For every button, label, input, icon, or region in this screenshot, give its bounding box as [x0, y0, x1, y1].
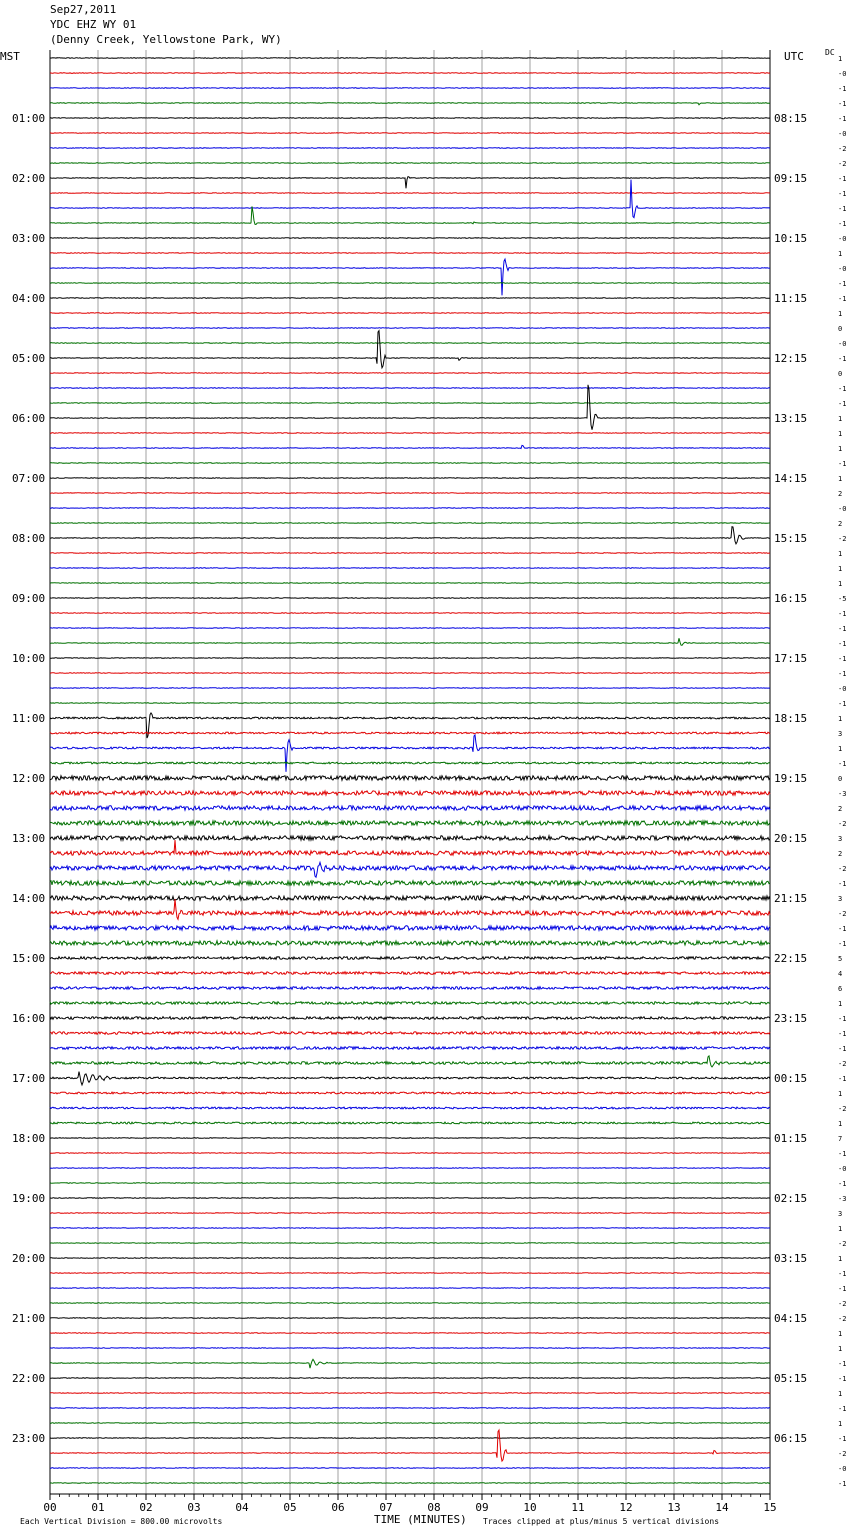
dc-offset-label: -1 — [838, 385, 847, 393]
trace-line — [50, 821, 770, 825]
dc-offset-label: -1 — [838, 880, 847, 888]
dc-offset-label: -0 — [838, 685, 847, 693]
dc-offset-label: -1 — [838, 190, 847, 198]
dc-offset-label: 6 — [838, 985, 843, 993]
trace-line — [50, 331, 770, 368]
x-tick-label: 09 — [475, 1501, 489, 1514]
trace-line — [50, 776, 770, 780]
dc-offset-label: -2 — [838, 820, 847, 828]
right-hour-label: 19:15 — [774, 772, 808, 785]
trace-line — [50, 493, 770, 494]
dc-offset-label: 1 — [838, 1225, 843, 1233]
right-hour-label: 21:15 — [774, 892, 808, 905]
trace-line — [50, 1393, 770, 1394]
left-hour-label: 02:00 — [12, 172, 46, 185]
trace-line — [50, 1056, 770, 1067]
dc-offset-label: -1 — [838, 295, 847, 303]
trace-line — [50, 732, 770, 734]
trace-line — [50, 703, 770, 704]
right-timezone-label: UTC — [784, 50, 804, 63]
x-tick-label: 14 — [715, 1501, 729, 1514]
dc-offset-label: -1 — [838, 280, 847, 288]
left-hour-label: 14:00 — [12, 892, 46, 905]
trace-line — [50, 1318, 770, 1319]
dc-offset-label: -1 — [838, 355, 847, 363]
dc-label: DC — [825, 48, 835, 57]
right-hour-label: 16:15 — [774, 592, 808, 605]
dc-offset-label: -1 — [838, 1075, 847, 1083]
trace-line — [50, 328, 770, 329]
trace-line — [50, 658, 770, 659]
dc-offset-label: -2 — [838, 145, 847, 153]
x-tick-label: 15 — [763, 1501, 777, 1514]
dc-offset-label: -1 — [838, 220, 847, 228]
right-hour-label: 13:15 — [774, 412, 808, 425]
left-hour-label: 15:00 — [12, 952, 46, 965]
right-hour-label: 10:15 — [774, 232, 808, 245]
trace-line — [50, 613, 770, 614]
x-tick-label: 07 — [379, 1501, 393, 1514]
x-tick-label: 02 — [139, 1501, 153, 1514]
trace-line — [50, 1107, 770, 1109]
trace-line — [50, 1122, 770, 1124]
x-tick-label: 01 — [91, 1501, 105, 1514]
dc-offset-label: 1 — [838, 250, 843, 258]
trace-line — [50, 283, 770, 284]
left-timezone-label: MST — [0, 50, 20, 63]
trace-line — [50, 88, 770, 89]
dc-offset-label: -2 — [838, 865, 847, 873]
trace-line — [50, 163, 770, 164]
left-hour-label: 16:00 — [12, 1012, 46, 1025]
trace-line — [50, 1153, 770, 1154]
right-hour-label: 08:15 — [774, 112, 808, 125]
dc-offset-label: -3 — [838, 1195, 847, 1203]
right-hour-label: 05:15 — [774, 1372, 808, 1385]
trace-line — [50, 180, 770, 218]
trace-line — [50, 1243, 770, 1244]
dc-offset-label: -0 — [838, 1465, 847, 1473]
trace-line — [50, 253, 770, 254]
trace-line — [50, 73, 770, 74]
dc-offset-label: -1 — [838, 1045, 847, 1053]
trace-line — [50, 896, 770, 900]
dc-offset-label: 2 — [838, 490, 843, 498]
dc-offset-label: 2 — [838, 805, 843, 813]
trace-line — [50, 478, 770, 479]
dc-offset-label: -1 — [838, 655, 847, 663]
trace-line — [50, 1213, 770, 1214]
dc-offset-label: -1 — [838, 1270, 847, 1278]
trace-line — [50, 881, 770, 885]
right-hour-label: 11:15 — [774, 292, 808, 305]
right-hour-label: 23:15 — [774, 1012, 808, 1025]
dc-offset-label: 0 — [838, 775, 843, 783]
trace-line — [50, 403, 770, 404]
trace-line — [50, 598, 770, 599]
dc-offset-label: 1 — [838, 565, 843, 573]
x-tick-label: 05 — [283, 1501, 297, 1514]
trace-line — [50, 1183, 770, 1184]
left-hour-label: 05:00 — [12, 352, 46, 365]
trace-line — [50, 862, 770, 877]
dc-offset-label: -0 — [838, 70, 847, 78]
dc-offset-label: -0 — [838, 340, 847, 348]
right-hour-label: 01:15 — [774, 1132, 808, 1145]
dc-offset-label: 1 — [838, 310, 843, 318]
trace-line — [50, 433, 770, 434]
dc-offset-label: -1 — [838, 1405, 847, 1413]
right-hour-label: 18:15 — [774, 712, 808, 725]
trace-line — [50, 527, 770, 544]
trace-line — [50, 1423, 770, 1424]
left-hour-label: 08:00 — [12, 532, 46, 545]
dc-offset-label: 1 — [838, 1330, 843, 1338]
dc-offset-label: 1 — [838, 715, 843, 723]
dc-offset-label: 1 — [838, 745, 843, 753]
dc-offset-label: -2 — [838, 1300, 847, 1308]
dc-offset-label: -1 — [838, 1015, 847, 1023]
trace-line — [50, 523, 770, 524]
dc-offset-label: -2 — [838, 910, 847, 918]
dc-offset-label: -0 — [838, 265, 847, 273]
left-hour-label: 13:00 — [12, 832, 46, 845]
dc-offset-label: -1 — [838, 760, 847, 768]
dc-offset-label: -1 — [838, 400, 847, 408]
x-tick-label: 13 — [667, 1501, 681, 1514]
dc-offset-label: 1 — [838, 415, 843, 423]
trace-line — [50, 1258, 770, 1259]
trace-line — [50, 553, 770, 554]
trace-line — [50, 1378, 770, 1379]
x-tick-label: 03 — [187, 1501, 201, 1514]
dc-offset-label: -1 — [838, 175, 847, 183]
dc-offset-label: 1 — [838, 430, 843, 438]
trace-line — [50, 193, 770, 194]
dc-offset-label: 1 — [838, 475, 843, 483]
dc-offset-label: 1 — [838, 1390, 843, 1398]
left-hour-label: 09:00 — [12, 592, 46, 605]
trace-line — [50, 313, 770, 314]
trace-line — [50, 1430, 770, 1461]
dc-offset-label: 1 — [838, 1345, 843, 1353]
dc-offset-label: 1 — [838, 1000, 843, 1008]
dc-offset-label: 2 — [838, 850, 843, 858]
trace-line — [50, 1168, 770, 1169]
trace-line — [50, 58, 770, 59]
dc-offset-label: 5 — [838, 955, 843, 963]
left-hour-label: 10:00 — [12, 652, 46, 665]
left-hour-label: 20:00 — [12, 1252, 46, 1265]
trace-line — [50, 1359, 770, 1368]
dc-offset-label: -1 — [838, 1435, 847, 1443]
left-hour-label: 04:00 — [12, 292, 46, 305]
trace-line — [50, 836, 770, 840]
trace-line — [50, 1438, 770, 1439]
trace-line — [50, 1303, 770, 1304]
trace-line — [50, 987, 770, 990]
trace-line — [50, 1228, 770, 1229]
dc-offset-label: 4 — [838, 970, 843, 978]
trace-line — [50, 1483, 770, 1484]
dc-offset-label: -0 — [838, 1165, 847, 1173]
dc-offset-label: 3 — [838, 730, 843, 738]
dc-offset-label: 1 — [838, 550, 843, 558]
trace-line — [50, 713, 770, 738]
trace-line — [50, 1092, 770, 1094]
clip-note: Traces clipped at plus/minus 5 vertical divisions — [483, 1517, 720, 1526]
x-tick-label: 00 — [43, 1501, 57, 1514]
trace-line — [50, 373, 770, 374]
left-hour-label: 07:00 — [12, 472, 46, 485]
trace-line — [50, 385, 770, 430]
trace-line — [50, 343, 770, 344]
trace-line — [50, 445, 770, 448]
trace-line — [50, 1333, 770, 1334]
right-hour-label: 22:15 — [774, 952, 808, 965]
dc-offset-label: -2 — [838, 1450, 847, 1458]
dc-offset-label: -1 — [838, 205, 847, 213]
dc-offset-label: 3 — [838, 895, 843, 903]
trace-line — [50, 1348, 770, 1349]
right-hour-label: 20:15 — [774, 832, 808, 845]
dc-offset-label: -1 — [838, 460, 847, 468]
dc-offset-label: -1 — [838, 115, 847, 123]
dc-offset-label: -0 — [838, 235, 847, 243]
dc-offset-label: -2 — [838, 535, 847, 543]
dc-offset-label: -2 — [838, 1060, 847, 1068]
left-hour-label: 23:00 — [12, 1432, 46, 1445]
dc-offset-label: -2 — [838, 1105, 847, 1113]
left-hour-label: 01:00 — [12, 112, 46, 125]
trace-line — [50, 1273, 770, 1274]
trace-line — [50, 1002, 770, 1005]
trace-line — [50, 508, 770, 509]
right-hour-label: 09:15 — [774, 172, 808, 185]
x-axis-label: TIME (MINUTES) — [374, 1513, 467, 1526]
dc-offset-label: 2 — [838, 520, 843, 528]
header-date: Sep27,2011 — [50, 3, 117, 16]
x-tick-label: 04 — [235, 1501, 249, 1514]
dc-offset-label: 1 — [838, 445, 843, 453]
trace-line — [50, 388, 770, 389]
left-hour-label: 12:00 — [12, 772, 46, 785]
trace-line — [50, 806, 770, 810]
left-hour-label: 03:00 — [12, 232, 46, 245]
right-hour-label: 15:15 — [774, 532, 808, 545]
trace-line — [50, 941, 770, 945]
dc-offset-label: -1 — [838, 925, 847, 933]
trace-line — [50, 1408, 770, 1409]
x-tick-label: 10 — [523, 1501, 537, 1514]
trace-line — [50, 762, 770, 764]
right-hour-label: 12:15 — [774, 352, 808, 365]
left-hour-label: 22:00 — [12, 1372, 46, 1385]
dc-offset-label: -1 — [838, 640, 847, 648]
dc-offset-label: 3 — [838, 1210, 843, 1218]
right-hour-label: 02:15 — [774, 1192, 808, 1205]
x-tick-label: 11 — [571, 1501, 585, 1514]
dc-offset-label: -0 — [838, 130, 847, 138]
trace-line — [50, 238, 770, 239]
header-location: (Denny Creek, Yellowstone Park, WY) — [50, 33, 282, 46]
trace-line — [50, 148, 770, 149]
trace-line — [50, 791, 770, 795]
x-tick-label: 06 — [331, 1501, 345, 1514]
trace-line — [50, 840, 770, 855]
right-hour-label: 06:15 — [774, 1432, 808, 1445]
trace-line — [50, 972, 770, 975]
dc-offset-label: -1 — [838, 940, 847, 948]
dc-offset-label: -1 — [838, 1285, 847, 1293]
trace-line — [50, 1138, 770, 1139]
dc-offset-label: -1 — [838, 1360, 847, 1368]
right-hour-label: 00:15 — [774, 1072, 808, 1085]
trace-line — [50, 1032, 770, 1035]
dc-offset-label: -1 — [838, 625, 847, 633]
dc-offset-label: -1 — [838, 85, 847, 93]
dc-offset-label: 3 — [838, 835, 843, 843]
left-hour-label: 06:00 — [12, 412, 46, 425]
trace-line — [50, 926, 770, 930]
left-hour-label: 18:00 — [12, 1132, 46, 1145]
x-tick-label: 08 — [427, 1501, 441, 1514]
trace-line — [50, 1047, 770, 1050]
right-hour-label: 17:15 — [774, 652, 808, 665]
dc-offset-label: -1 — [838, 100, 847, 108]
dc-offset-label: -2 — [838, 160, 847, 168]
trace-line — [50, 628, 770, 629]
trace-line — [50, 133, 770, 134]
trace-line — [50, 957, 770, 960]
header-station: YDC EHZ WY 01 — [50, 18, 137, 31]
dc-offset-label: -1 — [838, 1030, 847, 1038]
left-hour-label: 19:00 — [12, 1192, 46, 1205]
dc-offset-label: -0 — [838, 505, 847, 513]
trace-line — [50, 1288, 770, 1289]
trace-line — [50, 177, 770, 189]
trace-line — [50, 899, 770, 919]
trace-line — [50, 298, 770, 299]
trace-line — [50, 259, 770, 295]
dc-offset-label: -5 — [838, 595, 847, 603]
dc-offset-label: -2 — [838, 1315, 847, 1323]
dc-offset-label: -1 — [838, 670, 847, 678]
dc-offset-label: -1 — [838, 1180, 847, 1188]
dc-offset-label: -2 — [838, 1240, 847, 1248]
dc-offset-label: 1 — [838, 55, 843, 63]
dc-offset-label: 1 — [838, 1090, 843, 1098]
left-hour-label: 11:00 — [12, 712, 46, 725]
dc-offset-label: -1 — [838, 1150, 847, 1158]
trace-line — [50, 1468, 770, 1469]
dc-offset-label: 1 — [838, 580, 843, 588]
trace-line — [50, 688, 770, 689]
dc-offset-label: -1 — [838, 700, 847, 708]
right-hour-label: 03:15 — [774, 1252, 808, 1265]
trace-line — [50, 673, 770, 674]
dc-offset-label: -1 — [838, 610, 847, 618]
trace-line — [50, 103, 770, 105]
trace-line — [50, 1017, 770, 1020]
dc-offset-label: 0 — [838, 370, 843, 378]
trace-line — [50, 1198, 770, 1199]
right-hour-label: 14:15 — [774, 472, 808, 485]
dc-offset-label: 7 — [838, 1135, 843, 1143]
trace-line — [50, 463, 770, 464]
trace-line — [50, 638, 770, 645]
left-hour-label: 17:00 — [12, 1072, 46, 1085]
dc-offset-label: 0 — [838, 325, 843, 333]
dc-offset-label: 1 — [838, 1255, 843, 1263]
trace-line — [50, 583, 770, 584]
trace-line — [50, 1072, 770, 1085]
dc-offset-label: 1 — [838, 1420, 843, 1428]
trace-line — [50, 568, 770, 569]
scale-note: Each Vertical Division = 800.00 microvolts — [20, 1517, 223, 1526]
trace-line — [50, 735, 770, 772]
left-hour-label: 21:00 — [12, 1312, 46, 1325]
dc-offset-label: 1 — [838, 1120, 843, 1128]
right-hour-label: 04:15 — [774, 1312, 808, 1325]
dc-offset-label: -1 — [838, 1480, 847, 1488]
dc-offset-label: -1 — [838, 1375, 847, 1383]
dc-offset-label: -3 — [838, 790, 847, 798]
trace-line — [50, 206, 770, 224]
x-tick-label: 12 — [619, 1501, 633, 1514]
trace-line — [50, 118, 770, 119]
